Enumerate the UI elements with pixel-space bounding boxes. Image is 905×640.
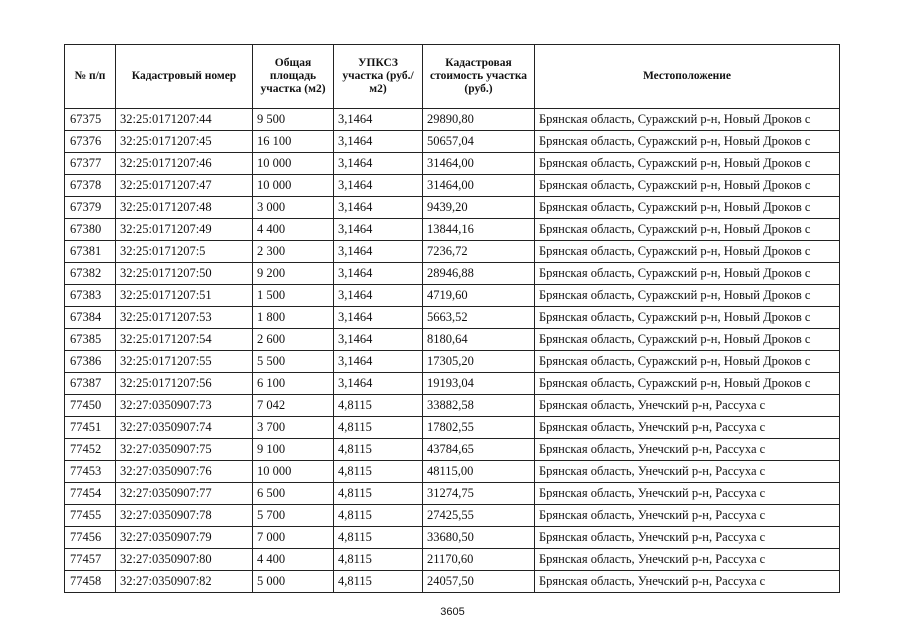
table-row	[65, 373, 840, 395]
cell-row-number: 67379	[65, 197, 116, 219]
cell-area: 6 100	[253, 373, 334, 395]
table-row	[65, 351, 840, 373]
cell-location: Брянская область, Суражский р-н, Новый Дроков с	[535, 175, 840, 197]
cell-upksz: 3,1464	[334, 109, 423, 131]
cell-upksz: 4,8115	[334, 527, 423, 549]
cadastral-table	[64, 44, 840, 593]
cell-area: 9 200	[253, 263, 334, 285]
cell-cadastral-value: 17802,55	[423, 417, 535, 439]
cell-cadastral-number: 32:27:0350907:79	[116, 527, 253, 549]
cell-cadastral-value: 31274,75	[423, 483, 535, 505]
cell-area: 3 700	[253, 417, 334, 439]
cell-cadastral-number: 32:25:0171207:48	[116, 197, 253, 219]
cell-cadastral-value: 24057,50	[423, 571, 535, 593]
cell-cadastral-number: 32:25:0171207:51	[116, 285, 253, 307]
cell-location: Брянская область, Суражский р-н, Новый Дроков с	[535, 285, 840, 307]
cell-row-number: 67376	[65, 131, 116, 153]
cell-location: Брянская область, Унечский р-н, Рассуха с	[535, 483, 840, 505]
cell-cadastral-number: 32:27:0350907:76	[116, 461, 253, 483]
cell-location: Брянская область, Унечский р-н, Рассуха с	[535, 439, 840, 461]
cell-cadastral-number: 32:27:0350907:73	[116, 395, 253, 417]
header-area: Общая площадь участка (м2)	[253, 45, 334, 109]
cell-upksz: 4,8115	[334, 395, 423, 417]
table-row	[65, 483, 840, 505]
cell-upksz: 3,1464	[334, 241, 423, 263]
table-row	[65, 461, 840, 483]
cell-location: Брянская область, Суражский р-н, Новый Дроков с	[535, 131, 840, 153]
cell-row-number: 67375	[65, 109, 116, 131]
cell-cadastral-value: 27425,55	[423, 505, 535, 527]
cell-area: 5 000	[253, 571, 334, 593]
cell-cadastral-number: 32:27:0350907:80	[116, 549, 253, 571]
cell-cadastral-number: 32:25:0171207:47	[116, 175, 253, 197]
cell-cadastral-number: 32:27:0350907:78	[116, 505, 253, 527]
cell-upksz: 3,1464	[334, 131, 423, 153]
cell-row-number: 67383	[65, 285, 116, 307]
page-number: 3605	[440, 606, 465, 618]
cell-cadastral-value: 19193,04	[423, 373, 535, 395]
cell-cadastral-value: 7236,72	[423, 241, 535, 263]
table-row	[65, 175, 840, 197]
cell-row-number: 67378	[65, 175, 116, 197]
cell-cadastral-number: 32:27:0350907:74	[116, 417, 253, 439]
cell-area: 1 800	[253, 307, 334, 329]
cell-area: 2 600	[253, 329, 334, 351]
header-row-number: № п/п	[65, 45, 116, 109]
header-row	[65, 45, 840, 109]
cell-row-number: 77458	[65, 571, 116, 593]
table-row	[65, 527, 840, 549]
cell-row-number: 77450	[65, 395, 116, 417]
cell-cadastral-number: 32:27:0350907:82	[116, 571, 253, 593]
cell-row-number: 77457	[65, 549, 116, 571]
cell-location: Брянская область, Суражский р-н, Новый Дроков с	[535, 241, 840, 263]
cell-location: Брянская область, Суражский р-н, Новый Дроков с	[535, 307, 840, 329]
table-row	[65, 395, 840, 417]
table-row	[65, 219, 840, 241]
cell-area: 10 000	[253, 153, 334, 175]
cell-row-number: 77453	[65, 461, 116, 483]
table-row	[65, 109, 840, 131]
cell-location: Брянская область, Суражский р-н, Новый Дроков с	[535, 219, 840, 241]
cell-area: 7 042	[253, 395, 334, 417]
cell-location: Брянская область, Суражский р-н, Новый Дроков с	[535, 153, 840, 175]
cell-upksz: 4,8115	[334, 571, 423, 593]
cell-location: Брянская область, Суражский р-н, Новый Дроков с	[535, 197, 840, 219]
cell-area: 3 000	[253, 197, 334, 219]
cell-upksz: 4,8115	[334, 549, 423, 571]
cell-location: Брянская область, Унечский р-н, Рассуха с	[535, 461, 840, 483]
cell-cadastral-value: 13844,16	[423, 219, 535, 241]
cell-upksz: 4,8115	[334, 461, 423, 483]
cell-location: Брянская область, Унечский р-н, Рассуха с	[535, 505, 840, 527]
table-row	[65, 197, 840, 219]
cell-location: Брянская область, Суражский р-н, Новый Дроков с	[535, 351, 840, 373]
cell-cadastral-value: 43784,65	[423, 439, 535, 461]
cell-row-number: 77456	[65, 527, 116, 549]
cell-area: 10 000	[253, 461, 334, 483]
cell-location: Брянская область, Унечский р-н, Рассуха с	[535, 527, 840, 549]
cell-location: Брянская область, Суражский р-н, Новый Дроков с	[535, 263, 840, 285]
cell-cadastral-number: 32:25:0171207:56	[116, 373, 253, 395]
cell-row-number: 67380	[65, 219, 116, 241]
cell-cadastral-number: 32:25:0171207:45	[116, 131, 253, 153]
cell-area: 4 400	[253, 219, 334, 241]
cell-cadastral-number: 32:25:0171207:50	[116, 263, 253, 285]
cell-upksz: 4,8115	[334, 417, 423, 439]
cell-cadastral-value: 21170,60	[423, 549, 535, 571]
cell-row-number: 67384	[65, 307, 116, 329]
cell-cadastral-value: 9439,20	[423, 197, 535, 219]
cell-cadastral-value: 4719,60	[423, 285, 535, 307]
cell-upksz: 3,1464	[334, 175, 423, 197]
cell-cadastral-value: 50657,04	[423, 131, 535, 153]
cell-cadastral-number: 32:25:0171207:53	[116, 307, 253, 329]
table-row	[65, 263, 840, 285]
cell-location: Брянская область, Суражский р-н, Новый Дроков с	[535, 329, 840, 351]
cell-row-number: 67386	[65, 351, 116, 373]
cell-row-number: 67382	[65, 263, 116, 285]
cell-cadastral-number: 32:25:0171207:5	[116, 241, 253, 263]
cell-cadastral-value: 33882,58	[423, 395, 535, 417]
table-row	[65, 571, 840, 593]
cell-location: Брянская область, Унечский р-н, Рассуха с	[535, 417, 840, 439]
table-row	[65, 439, 840, 461]
cell-location: Брянская область, Унечский р-н, Рассуха с	[535, 571, 840, 593]
cell-location: Брянская область, Суражский р-н, Новый Дроков с	[535, 373, 840, 395]
cell-upksz: 3,1464	[334, 263, 423, 285]
cell-location: Брянская область, Суражский р-н, Новый Дроков с	[535, 109, 840, 131]
cell-row-number: 67385	[65, 329, 116, 351]
cell-upksz: 4,8115	[334, 505, 423, 527]
cell-cadastral-number: 32:27:0350907:77	[116, 483, 253, 505]
cell-upksz: 3,1464	[334, 197, 423, 219]
cell-area: 7 000	[253, 527, 334, 549]
cell-row-number: 67381	[65, 241, 116, 263]
cell-row-number: 77455	[65, 505, 116, 527]
cell-cadastral-value: 17305,20	[423, 351, 535, 373]
table-body	[65, 109, 840, 593]
cell-cadastral-value: 48115,00	[423, 461, 535, 483]
table-row	[65, 329, 840, 351]
cell-cadastral-value: 31464,00	[423, 153, 535, 175]
cell-area: 4 400	[253, 549, 334, 571]
cell-area: 1 500	[253, 285, 334, 307]
table-row	[65, 285, 840, 307]
cell-cadastral-number: 32:25:0171207:55	[116, 351, 253, 373]
cell-location: Брянская область, Унечский р-н, Рассуха с	[535, 549, 840, 571]
cell-cadastral-value: 8180,64	[423, 329, 535, 351]
cell-area: 6 500	[253, 483, 334, 505]
table-row	[65, 307, 840, 329]
cell-area: 9 100	[253, 439, 334, 461]
cell-area: 10 000	[253, 175, 334, 197]
cell-cadastral-number: 32:27:0350907:75	[116, 439, 253, 461]
cell-upksz: 3,1464	[334, 351, 423, 373]
header-location: Местоположение	[535, 45, 840, 109]
cell-cadastral-value: 5663,52	[423, 307, 535, 329]
cell-cadastral-value: 33680,50	[423, 527, 535, 549]
cell-upksz: 3,1464	[334, 307, 423, 329]
cell-row-number: 67387	[65, 373, 116, 395]
cell-upksz: 3,1464	[334, 329, 423, 351]
cell-row-number: 67377	[65, 153, 116, 175]
cell-upksz: 3,1464	[334, 373, 423, 395]
header-upksz: УПКСЗ участка (руб./м2)	[334, 45, 423, 109]
table-row	[65, 505, 840, 527]
header-cadastral-number: Кадастровый номер	[116, 45, 253, 109]
cell-cadastral-number: 32:25:0171207:44	[116, 109, 253, 131]
cell-upksz: 4,8115	[334, 439, 423, 461]
cell-row-number: 77452	[65, 439, 116, 461]
header-cadastral-value: Кадастровая стоимость участка (руб.)	[423, 45, 535, 109]
cell-upksz: 3,1464	[334, 153, 423, 175]
cell-cadastral-value: 29890,80	[423, 109, 535, 131]
cell-cadastral-value: 31464,00	[423, 175, 535, 197]
cell-upksz: 4,8115	[334, 483, 423, 505]
cell-upksz: 3,1464	[334, 285, 423, 307]
cell-cadastral-number: 32:25:0171207:54	[116, 329, 253, 351]
cell-cadastral-number: 32:25:0171207:49	[116, 219, 253, 241]
cell-row-number: 77454	[65, 483, 116, 505]
cell-location: Брянская область, Унечский р-н, Рассуха с	[535, 395, 840, 417]
cell-area: 9 500	[253, 109, 334, 131]
table-row	[65, 241, 840, 263]
cell-cadastral-value: 28946,88	[423, 263, 535, 285]
table-row	[65, 153, 840, 175]
cell-area: 16 100	[253, 131, 334, 153]
cell-cadastral-number: 32:25:0171207:46	[116, 153, 253, 175]
cell-area: 2 300	[253, 241, 334, 263]
cell-row-number: 77451	[65, 417, 116, 439]
cell-upksz: 3,1464	[334, 219, 423, 241]
table-row	[65, 131, 840, 153]
table-row	[65, 549, 840, 571]
cell-area: 5 500	[253, 351, 334, 373]
cell-area: 5 700	[253, 505, 334, 527]
table-row	[65, 417, 840, 439]
